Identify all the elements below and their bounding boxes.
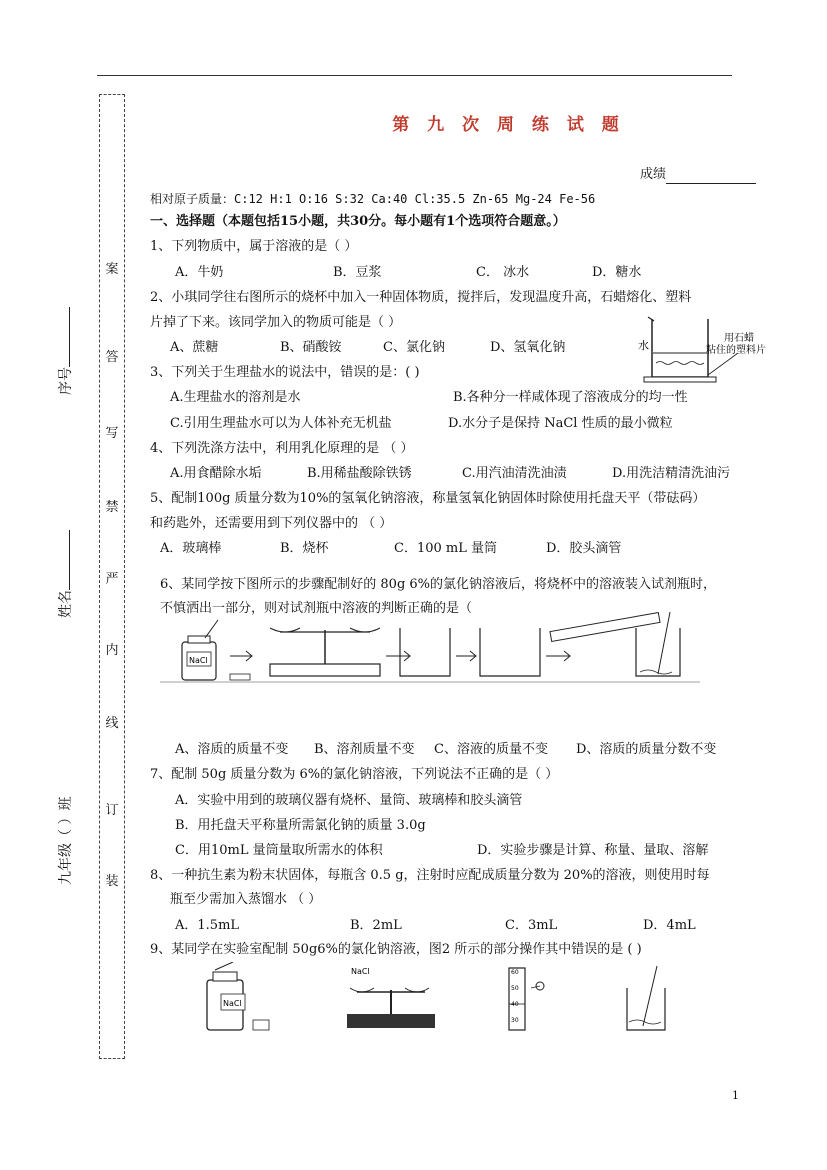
q3-option-d: D.水分子是保持 NaCl 性质的最小微粒 (448, 416, 673, 431)
q1-stem: 1、下列物质中，属于溶液的是（ ） (150, 239, 358, 254)
q2-fig-water-label: 水 (638, 339, 649, 352)
q5-option-a: A．玻璃棒 (160, 541, 222, 556)
name-label: 姓名 (58, 590, 74, 618)
section-heading: 一、选择题（本题包括15小题，共30分。每小题有1个选项符合题意。） (150, 214, 566, 229)
q3-option-b: B.各种分一样咸体现了溶液成分的均一性 (453, 390, 688, 405)
q9-fig-nacl-balance: NaCl (351, 967, 370, 976)
q6-option-d: D、溶质的质量分数不变 (576, 742, 717, 757)
q2-fig-label-1: 用石蜡 (724, 333, 754, 344)
q1-option-c: C． 冰水 (476, 265, 530, 280)
score-field (640, 166, 756, 184)
q4-option-d: D.用洗洁精清洗油污 (612, 466, 731, 481)
q2-beaker-figure (630, 313, 790, 385)
name-field (55, 530, 75, 618)
q2-stem-1: 2、小琪同学往右图所示的烧杯中加入一种固体物质，搅拌后，发现温度升高，石蜡熔化、塑料 (150, 290, 692, 305)
q6-option-c: C、溶液的质量不变 (434, 742, 548, 757)
q8-stem-1: 8、一种抗生素为粉末状固体，每瓶含 0.5 g，注射时应配成质量分数为 20%的溶液，则使用时每 (150, 868, 710, 883)
q3-stem: 3、下列关于生理盐水的说法中，错误的是：( ) (150, 365, 420, 380)
q4-stem: 4、下列洗涤方法中，利用乳化原理的是 （ ） (150, 441, 414, 456)
q1-option-d: D．糖水 (592, 265, 642, 280)
class-label: 九年级（ ）班 (58, 796, 74, 885)
seal-char: 写 (105, 426, 119, 441)
q2-option-c: C、氯化钠 (383, 340, 445, 355)
score-blank[interactable] (666, 169, 756, 184)
q2-option-b: B、硝酸铵 (280, 340, 342, 355)
seq-field (55, 307, 75, 395)
q3-option-c: C.引用生理盐水可以为人体补充无机盐 (170, 416, 392, 431)
q1-option-b: B．豆浆 (333, 265, 382, 280)
q8-option-c: C．3mL (505, 918, 558, 933)
q8-option-b: B．2mL (350, 918, 402, 933)
q9-tick-40: 40 (511, 1001, 519, 1008)
q2-option-a: A、蔗糖 (170, 340, 219, 355)
q6-procedure-figure (160, 612, 720, 684)
page-title: 第 九 次 周 练 试 题 (392, 115, 625, 135)
q9-tick-60: 60 (511, 969, 519, 976)
q6-stem-2: 不慎洒出一部分，则对试剂瓶中溶液的判断正确的是（ (160, 601, 473, 616)
q6-stem-1: 6、某同学按下图所示的步骤配制好的 80g 6%的氯化钠溶液后，将烧杯中的溶液装入试剂瓶时， (160, 577, 717, 592)
q9-fig-nacl-bottle: NaCl (223, 999, 242, 1008)
q5-option-c: C．100 mL 量筒 (394, 541, 497, 556)
q7-option-a: A．实验中用到的玻璃仪器有烧杯、量筒、玻璃棒和胶头滴管 (175, 793, 523, 808)
seal-char: 答 (105, 350, 119, 365)
q9-operations-figure (195, 962, 685, 1034)
q8-stem-2: 瓶至少需加入蒸馏水 （ ） (170, 892, 322, 907)
q6-fig-nacl: NaCl (189, 656, 208, 665)
atomic-masses: 相对原子质量：C:12 H:1 O:16 S:32 Ca:40 Cl:35.5 Zn-65 Mg-24 Fe-56 (150, 192, 596, 206)
q2-fig-label-2: 粘住的塑料片 (706, 345, 766, 356)
page-number: 1 (732, 1089, 739, 1102)
seq-blank[interactable] (57, 307, 70, 367)
q7-option-b: B．用托盘天平称量所需氯化钠的质量 3.0g (175, 818, 426, 833)
q2-stem-2: 片掉了下来。该同学加入的物质可能是（ ） (150, 315, 402, 330)
class-field (55, 797, 75, 885)
q7-option-c: C．用10mL 量筒量取所需水的体积 (175, 843, 383, 858)
q9-tick-50: 50 (511, 985, 519, 992)
q6-option-b: B、溶剂质量不变 (314, 742, 415, 757)
seal-char: 禁 (105, 500, 119, 515)
seal-char: 订 (105, 803, 119, 818)
q7-option-d: D．实验步骤是计算、称量、量取、溶解 (477, 843, 709, 858)
seq-label: 序号 (58, 367, 74, 395)
q9-stem: 9、某同学在实验室配制 50g6%的氯化钠溶液，图2 所示的部分操作其中错误的是 ( ) (150, 942, 642, 957)
q5-stem-1: 5、配制100g 质量分数为10%的氢氧化钠溶液，称量氢氧化钠固体时除使用托盘天平（带砝码） (150, 491, 706, 506)
q8-option-d: D．4mL (643, 918, 696, 933)
seal-char: 案 (105, 262, 119, 277)
header-rule (97, 75, 732, 76)
q5-option-d: D．胶头滴管 (546, 541, 622, 556)
q2-option-d: D、氢氧化钠 (490, 340, 566, 355)
name-blank[interactable] (57, 530, 70, 590)
q4-option-c: C.用汽油清洗油渍 (462, 466, 567, 481)
seal-char: 严 (105, 572, 119, 587)
q3-option-a: A.生理盐水的溶剂是水 (170, 390, 301, 405)
q6-option-a: A、溶质的质量不变 (175, 742, 289, 757)
seal-char: 线 (105, 716, 119, 731)
seal-char: 装 (105, 874, 119, 889)
q4-option-a: A.用食醋除水垢 (170, 466, 262, 481)
q7-stem: 7、配制 50g 质量分数为 6%的氯化钠溶液，下列说法不正确的是（ ） (150, 767, 559, 782)
q1-option-a: A．牛奶 (175, 265, 224, 280)
q9-tick-30: 30 (511, 1017, 519, 1024)
q5-stem-2: 和药匙外，还需要用到下列仪器中的 （ ） (150, 516, 393, 531)
q4-option-b: B.用稀盐酸除铁锈 (307, 466, 412, 481)
seal-char: 内 (105, 643, 119, 658)
q8-option-a: A．1.5mL (175, 918, 240, 933)
score-label: 成绩 (640, 167, 667, 182)
q5-option-b: B．烧杯 (280, 541, 329, 556)
